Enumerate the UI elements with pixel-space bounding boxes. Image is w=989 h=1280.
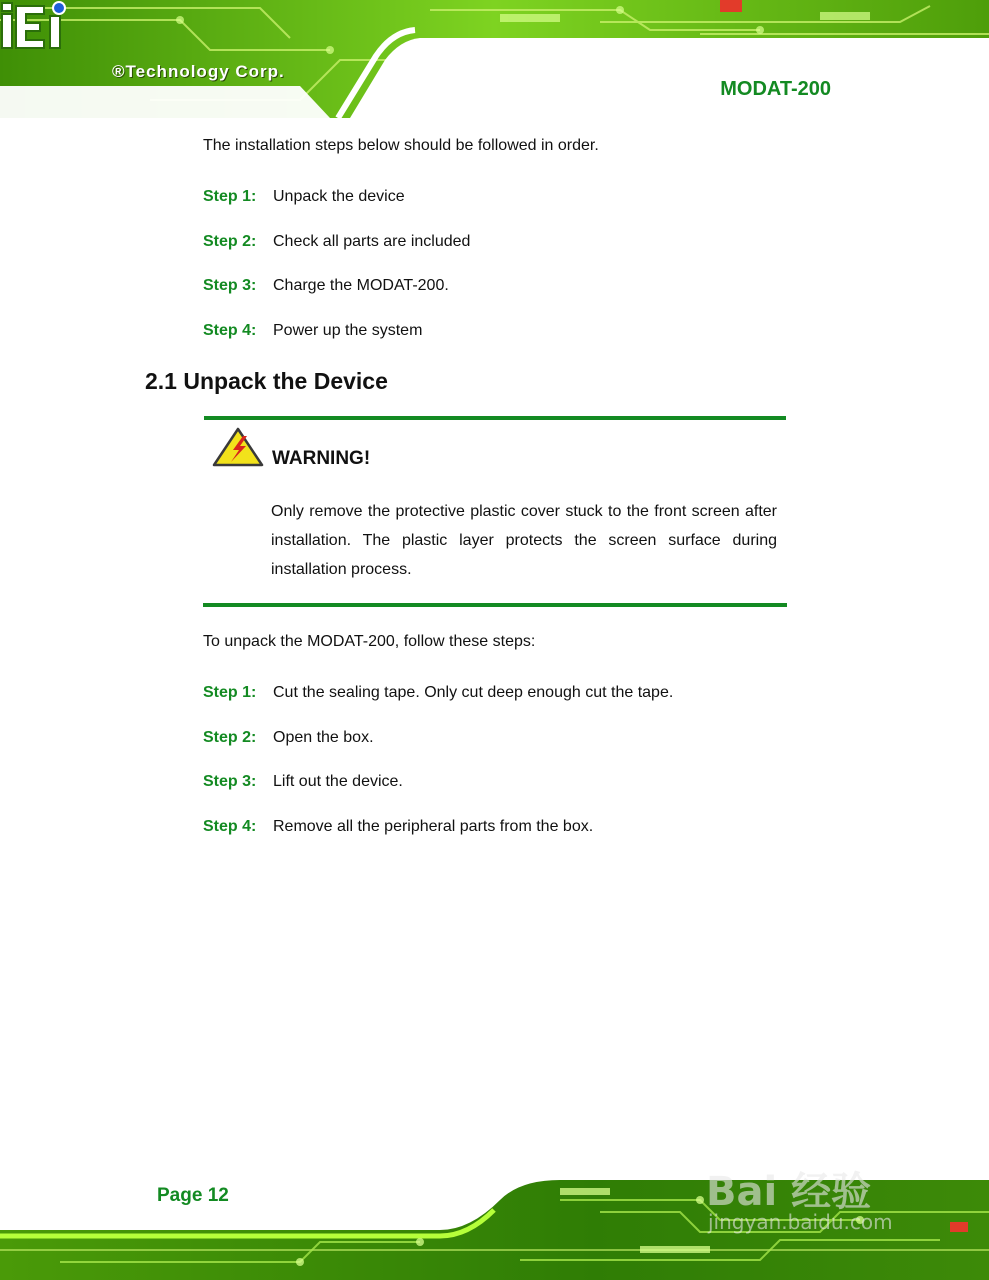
baidu-watermark	[700, 1160, 980, 1250]
install-step	[203, 232, 470, 252]
step-label: Step 3:	[203, 277, 257, 294]
step-label: Step 4:	[203, 322, 257, 339]
intro-paragraph: The installation steps below should be followed in order.	[203, 137, 599, 154]
page-header	[0, 0, 989, 118]
warning-bottom-rule	[203, 603, 787, 607]
step-text: Cut the sealing tape. Only cut deep enough cut the tape.	[273, 684, 674, 701]
warning-title: WARNING!	[272, 448, 371, 469]
watermark-brand: Bai 经验	[706, 1169, 872, 1215]
unpack-step	[203, 817, 593, 837]
page-number: Page 12	[157, 1185, 229, 1206]
unpack-step	[203, 683, 673, 703]
company-name: ®Technology Corp.	[112, 62, 285, 81]
install-step	[203, 276, 449, 296]
step-label: Step 2:	[203, 233, 257, 250]
unpack-step	[203, 728, 374, 748]
warning-top-rule	[204, 416, 786, 420]
step-text: Unpack the device	[273, 188, 405, 205]
step-text: Open the box.	[273, 729, 374, 746]
document-title: MODAT-200	[720, 78, 831, 100]
step-label: Step 3:	[203, 773, 257, 790]
step-text: Check all parts are included	[273, 233, 471, 250]
step-text: Charge the MODAT-200.	[273, 277, 449, 294]
install-step	[203, 321, 422, 341]
step-label: Step 2:	[203, 729, 257, 746]
unpack-intro: To unpack the MODAT-200, follow these steps:	[203, 633, 536, 650]
step-text: Remove all the peripheral parts from the box.	[273, 818, 594, 835]
step-text: Lift out the device.	[273, 773, 403, 790]
step-label: Step 1:	[203, 684, 257, 701]
watermark-url: jingyan.baidu.com	[708, 1210, 893, 1234]
unpack-step	[203, 772, 403, 792]
install-step	[203, 187, 405, 207]
step-label: Step 4:	[203, 818, 257, 835]
warning-icon	[212, 426, 264, 468]
warning-body: Only remove the protective plastic cover stuck to the front screen after installation. The plastic layer protects the screen surface during installation process.	[271, 503, 777, 578]
circuit-board-banner	[0, 0, 989, 118]
step-label: Step 1:	[203, 188, 257, 205]
iei-logo	[0, 0, 72, 52]
section-heading: 2.1 Unpack the Device	[145, 368, 388, 394]
step-text: Power up the system	[273, 322, 423, 339]
